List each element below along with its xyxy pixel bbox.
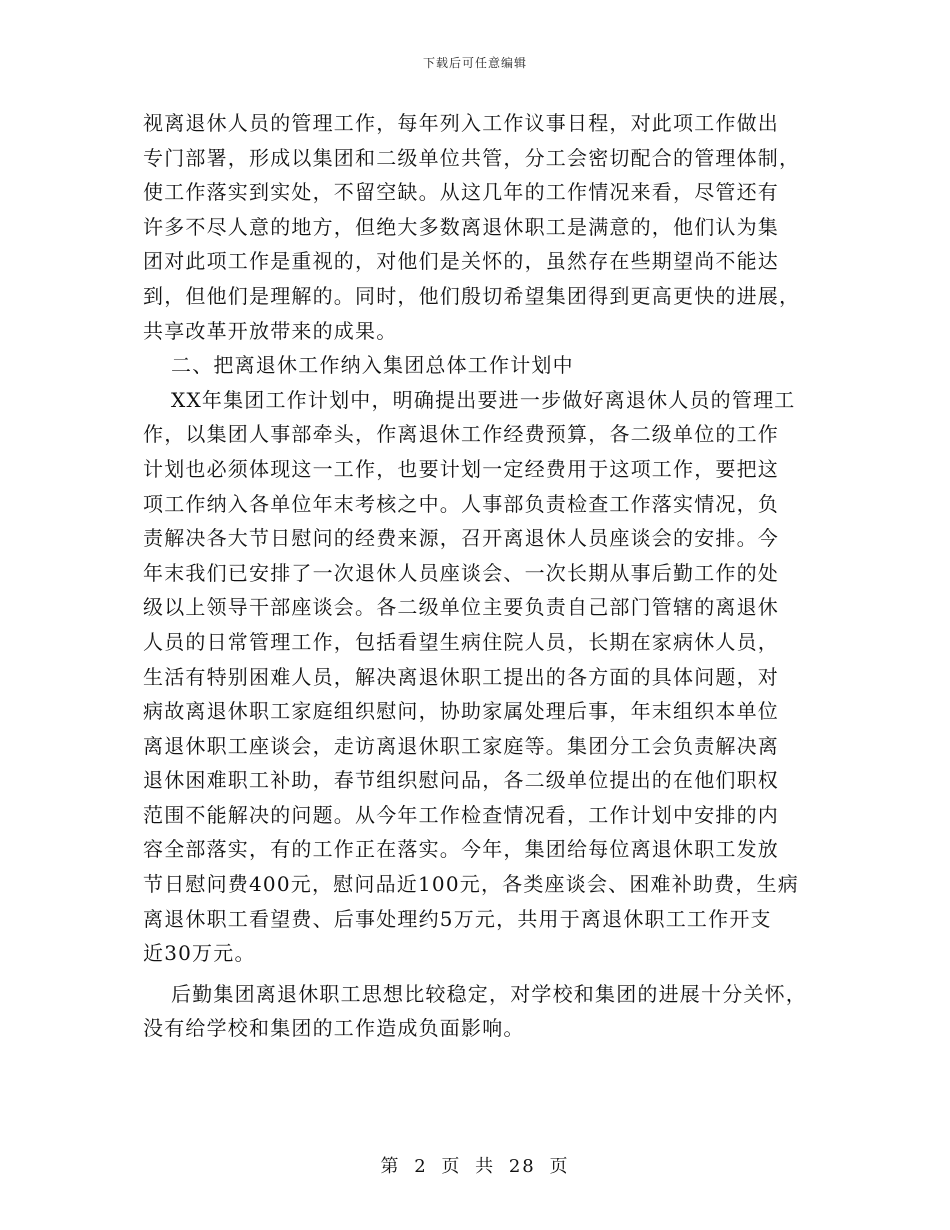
text-line: 项工作纳入各单位年末考核之中。人事部负责检查工作落实情况，负 [143,491,779,516]
page-number: 第 2 页 共 28 页 [380,1156,570,1177]
text-line: 人员的日常管理工作，包括看望生病住院人员，长期在家病休人员， [143,629,779,654]
text-line: 责解决各大节日慰问的经费来源，召开离退休人员座谈会的安排。今 [143,526,779,551]
text-line: 许多不尽人意的地方，但绝大多数离退休职工是满意的，他们认为集 [143,214,779,239]
text-line: 退休困难职工补助，春节组织慰问品，各二级单位提出的在他们职权 [143,768,779,793]
text-line: 范围不能解决的问题。从今年工作检查情况看，工作计划中安排的内 [143,802,779,827]
text-line: 专门部署，形成以集团和二级单位共管，分工会密切配合的管理体制， [143,145,801,170]
text-line: 病故离退休职工家庭组织慰问，协助家属处理后事，年末组织本单位 [143,699,779,724]
text-line: 到，但他们是理解的。同时，他们殷切希望集团得到更高更快的进展， [143,283,801,308]
text-line: 生活有特别困难人员，解决离退休职工提出的各方面的具体问题，对 [143,664,779,689]
text-line: 没有给学校和集团的工作造成负面影响。 [143,1016,525,1041]
text-line: 后勤集团离退休职工思想比较稳定，对学校和集团的进展十分关怀， [171,981,807,1006]
text-line: 年末我们已安排了一次退休人员座谈会、一次长期从事后勤工作的处 [143,560,779,585]
text-line: 计划也必须体现这一工作，也要计划一定经费用于这项工作，要把这 [143,456,779,481]
text-line: 视离退休人员的管理工作，每年列入工作议事日程，对此项工作做出 [143,111,779,135]
document-body [143,106,823,1046]
text-line: 离退休职工看望费、后事处理约5万元，共用于离退休职工工作开支 [143,906,772,931]
text-line: 作，以集团人事部牵头，作离退休工作经费预算，各二级单位的工作 [143,422,779,447]
text-line: 级以上领导干部座谈会。各二级单位主要负责自己部门管辖的离退休 [143,595,779,620]
section-heading: 二、把离退休工作纳入集团总体工作计划中 [171,353,574,378]
page-header-note: 下载后可任意编辑 [422,56,527,70]
text-line: 节日慰问费400元，慰问品近100元，各类座谈会、困难补助费，生病 [143,872,799,897]
text-line: 近30万元。 [143,941,256,966]
text-line: 共享改革开放带来的成果。 [143,318,398,343]
text-line: 容全部落实，有的工作正在落实。今年，集团给每位离退休职工发放 [143,837,779,862]
text-line: XX年集团工作计划中，明确提出要进一步做好离退休人员的管理工 [171,387,796,412]
text-line: 离退休职工座谈会，走访离退休职工家庭等。集团分工会负责解决离 [143,733,779,758]
text-line: 团对此项工作是重视的，对他们是关怀的，虽然存在些期望尚不能达 [143,249,779,274]
text-line: 使工作落实到实处，不留空缺。从这几年的工作情况来看，尽管还有 [143,180,779,205]
